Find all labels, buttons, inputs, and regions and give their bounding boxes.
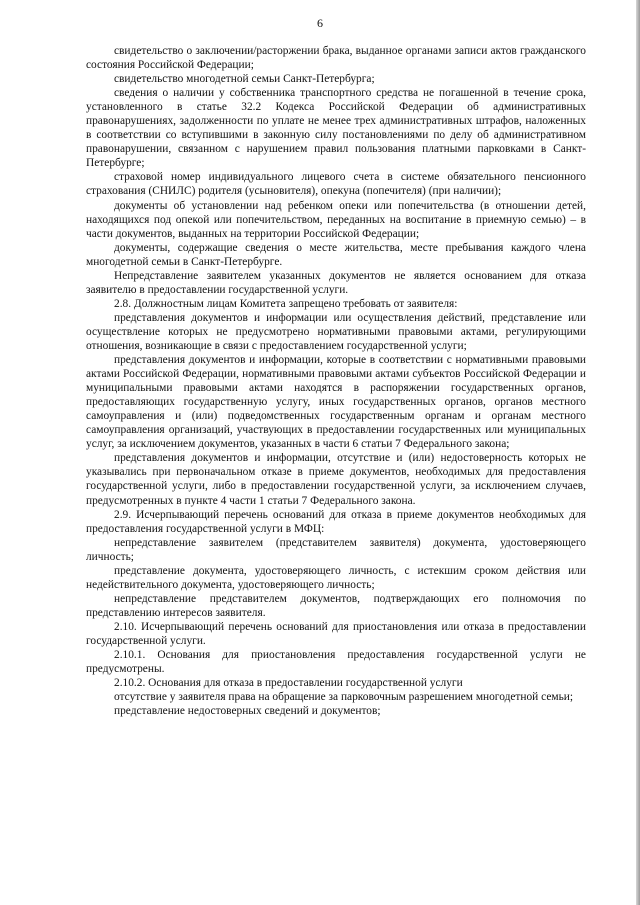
paragraph: представления документов и информации, отсутствие и (или) недостоверность которых не указывались при первоначальном отказе в приеме документов, необходимых для предоставления государственной услуги, либо в предоставлении государственной услуги, за исключением случаев, предусмотренных в пункте 4 части 1 статьи 7 Федерального закона. — [86, 452, 586, 507]
paragraph: непредставление представителем документов, подтверждающих его полномочия по представлению интересов заявителя. — [86, 592, 586, 619]
section-heading: 2.10.2. Основания для отказа в предоставлении государственной услуги — [114, 677, 463, 690]
paragraph: 2.10.1. Основания для приостановления предоставления государственной услуги не предусмотрены. — [86, 649, 586, 676]
document-body — [86, 44, 586, 718]
paragraph: представления документов и информации или осуществления действий, представление или осуществление которых не предусмотрено нормативными правовыми актами, регулирующими отношения, возникающие в связи с предоставлением государственной услуги; — [86, 311, 586, 352]
page-number: 6 — [317, 16, 323, 30]
paragraph: представление недостоверных сведений и документов; — [114, 705, 381, 718]
paragraph: документы об установлении над ребенком опеки или попечительства (в отношении детей, находящихся под опекой или попечительством, переданных на воспитание в приемную семью) – в части документов, выданных на территории Российской Федерации; — [86, 199, 586, 240]
section-heading: 2.8. Должностным лицам Комитета запрещено требовать от заявителя: — [114, 297, 458, 310]
paragraph: сведения о наличии у собственника транспортного средства не погашенной в течение срока, установленного в статье 32.2 Кодекса Российской Федерации об административных правонарушениях, задолженности по уплате не менее трех административных штрафов, наложенных в соответствии со вступившими в законную силу постановлениями по делу об административном правонарушении, связанном с нарушением правил пользования платными парковками в Санкт-Петербурге; — [86, 87, 586, 170]
scan-edge — [636, 0, 640, 905]
paragraph: представления документов и информации, которые в соответствии с нормативными правовыми актами Российской Федерации, нормативными правовыми актами субъектов Российской Федерации и муниципальными правовыми актами находятся в распоряжении государственных органов, предоставляющих государственную услугу, иных государственных органов, органов местного самоуправления и (или) подведомственных государственным органам и органам местного самоуправления организаций, участвующих в предоставлении государственных или муниципальных услуг, за исключением документов, указанных в части 6 статьи 7 Федерального закона; — [86, 354, 586, 451]
paragraph: страховой номер индивидуального лицевого счета в системе обязательного пенсионного страхования (СНИЛС) родителя (усыновителя), опекуна (попечителя) (при наличии); — [86, 171, 586, 198]
paragraph: отсутствие у заявителя права на обращение за парковочным разрешением многодетной семьи; — [114, 691, 574, 704]
paragraph: представление документа, удостоверяющего личность, с истекшим сроком действия или недействительного документа, удостоверяющего личность; — [86, 564, 586, 591]
paragraph: непредставление заявителем (представителем заявителя) документа, удостоверяющего личность; — [86, 536, 586, 563]
section-heading: 2.9. Исчерпывающий перечень оснований для отказа в приеме документов необходимых для предоставления государственной услуги в МФЦ: — [86, 508, 586, 535]
paragraph: свидетельство о заключении/расторжении брака, выданное органами записи актов гражданского состояния Российской Федерации; — [86, 45, 586, 72]
section-heading: 2.10. Исчерпывающий перечень оснований для приостановления или отказа в предоставлении государственной услуги. — [86, 620, 586, 647]
paragraph: Непредставление заявителем указанных документов не является основанием для отказа заявителю в предоставлении государственной услуги. — [86, 269, 586, 296]
paragraph: свидетельство многодетной семьи Санкт-Петербурга; — [114, 73, 375, 86]
paragraph: документы, содержащие сведения о месте жительства, месте пребывания каждого члена многодетной семьи в Санкт-Петербурге. — [86, 241, 586, 268]
